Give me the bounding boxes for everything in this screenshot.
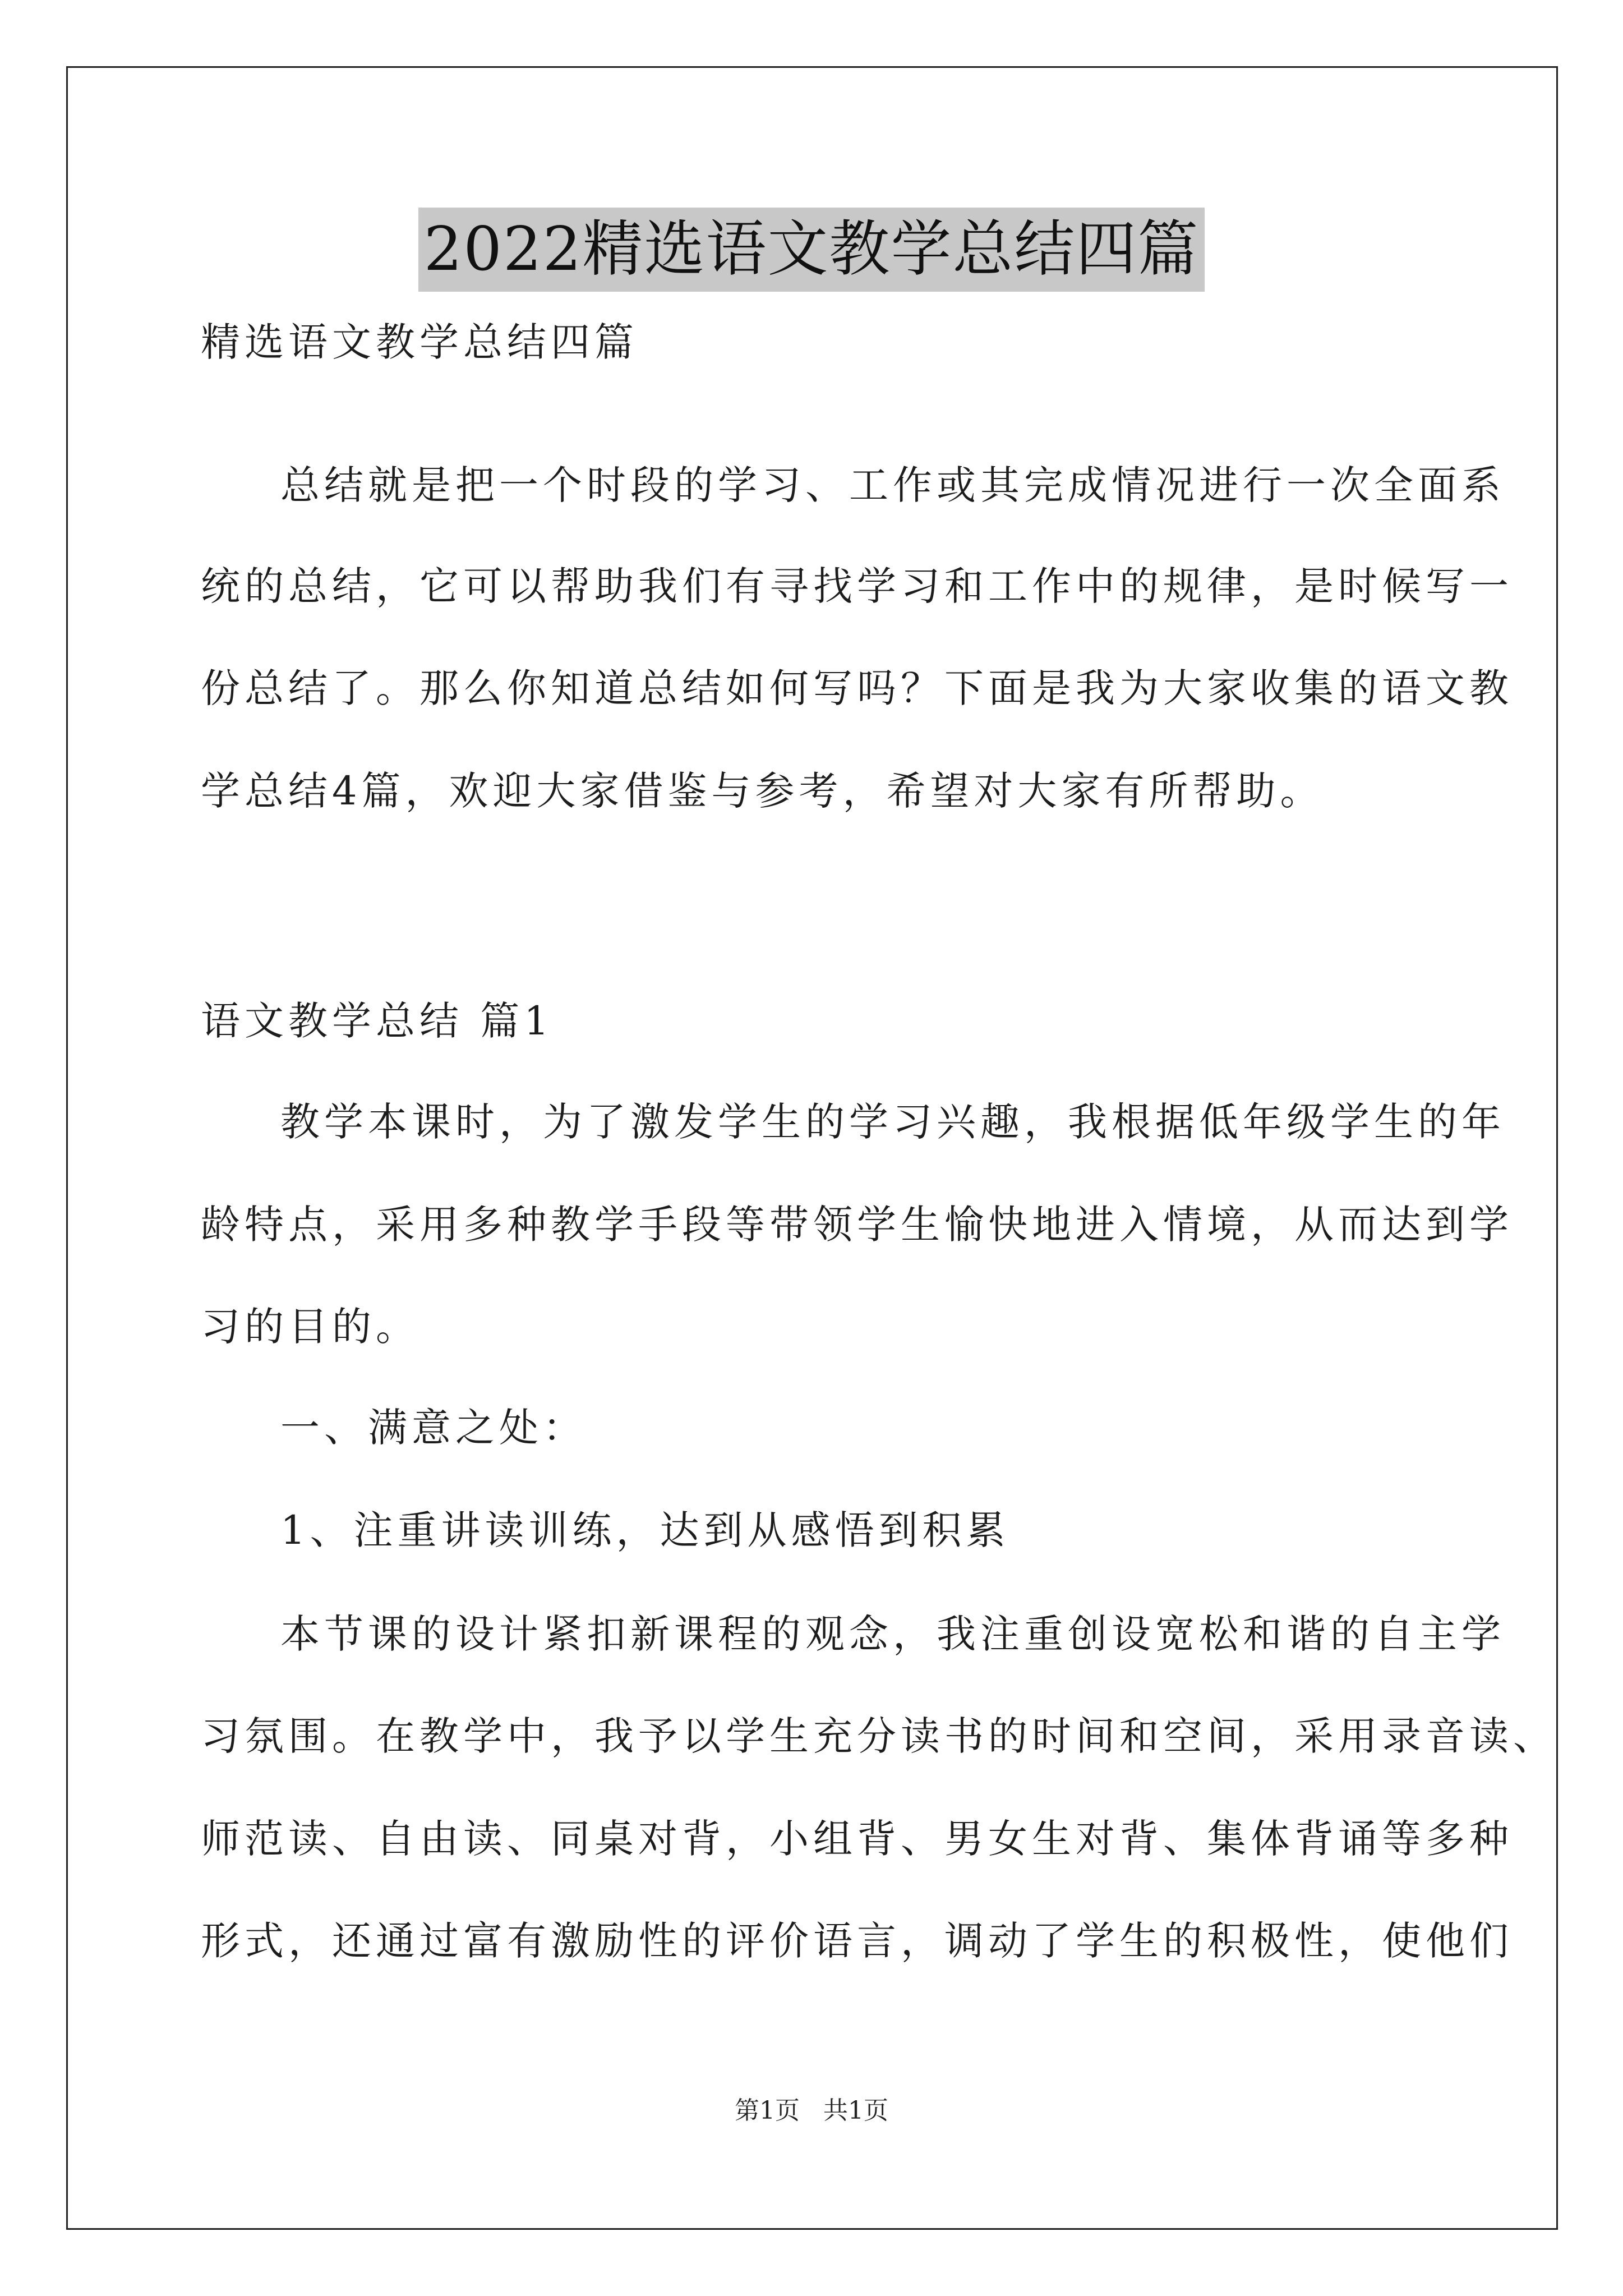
- section-para1-line-3: 习的目的。: [201, 1304, 419, 1350]
- page-number: 第1页 共1页: [735, 2096, 888, 2125]
- intro-line-3: 份总结了。那么你知道总结如何写吗？下面是我为大家收集的语文教: [201, 665, 1513, 711]
- title-container: [0, 208, 1623, 292]
- intro-line-4: 学总结4篇，欢迎大家借鉴与参考，希望对大家有所帮助。: [201, 768, 1324, 814]
- document-title: 2022精选语文教学总结四篇: [418, 208, 1205, 292]
- document-subtitle: 精选语文教学总结四篇: [201, 319, 638, 365]
- section-para1-line-1: 教学本课时，为了激发学生的学习兴趣，我根据低年级学生的年: [280, 1099, 1505, 1145]
- page-border: [66, 66, 1558, 2230]
- section-heading: 语文教学总结 篇1: [201, 998, 554, 1044]
- section-para2-line-3: 师范读、自由读、同桌对背，小组背、男女生对背、集体背诵等多种: [201, 1816, 1513, 1862]
- page-footer: [0, 2095, 1623, 2127]
- subheading-satisfaction: 一、满意之处：: [280, 1405, 587, 1451]
- section-para2-line-2: 习氛围。在教学中，我予以学生充分读书的时间和空间，采用录音读、: [201, 1713, 1557, 1759]
- section-para2-line-4: 形式，还通过富有激励性的评价语言，调动了学生的积极性，使他们: [201, 1918, 1513, 1964]
- section-para2-line-1: 本节课的设计紧扣新课程的观念，我注重创设宽松和谐的自主学: [280, 1611, 1505, 1657]
- section-para1-line-2: 龄特点，采用多种教学手段等带领学生愉快地进入情境，从而达到学: [201, 1202, 1513, 1248]
- subheading-reading-training: 1、注重讲读训练，达到从感悟到积累: [280, 1507, 1010, 1553]
- intro-line-1: 总结就是把一个时段的学习、工作或其完成情况进行一次全面系: [280, 462, 1505, 508]
- intro-line-2: 统的总结，它可以帮助我们有寻找学习和工作中的规律，是时候写一: [201, 563, 1513, 609]
